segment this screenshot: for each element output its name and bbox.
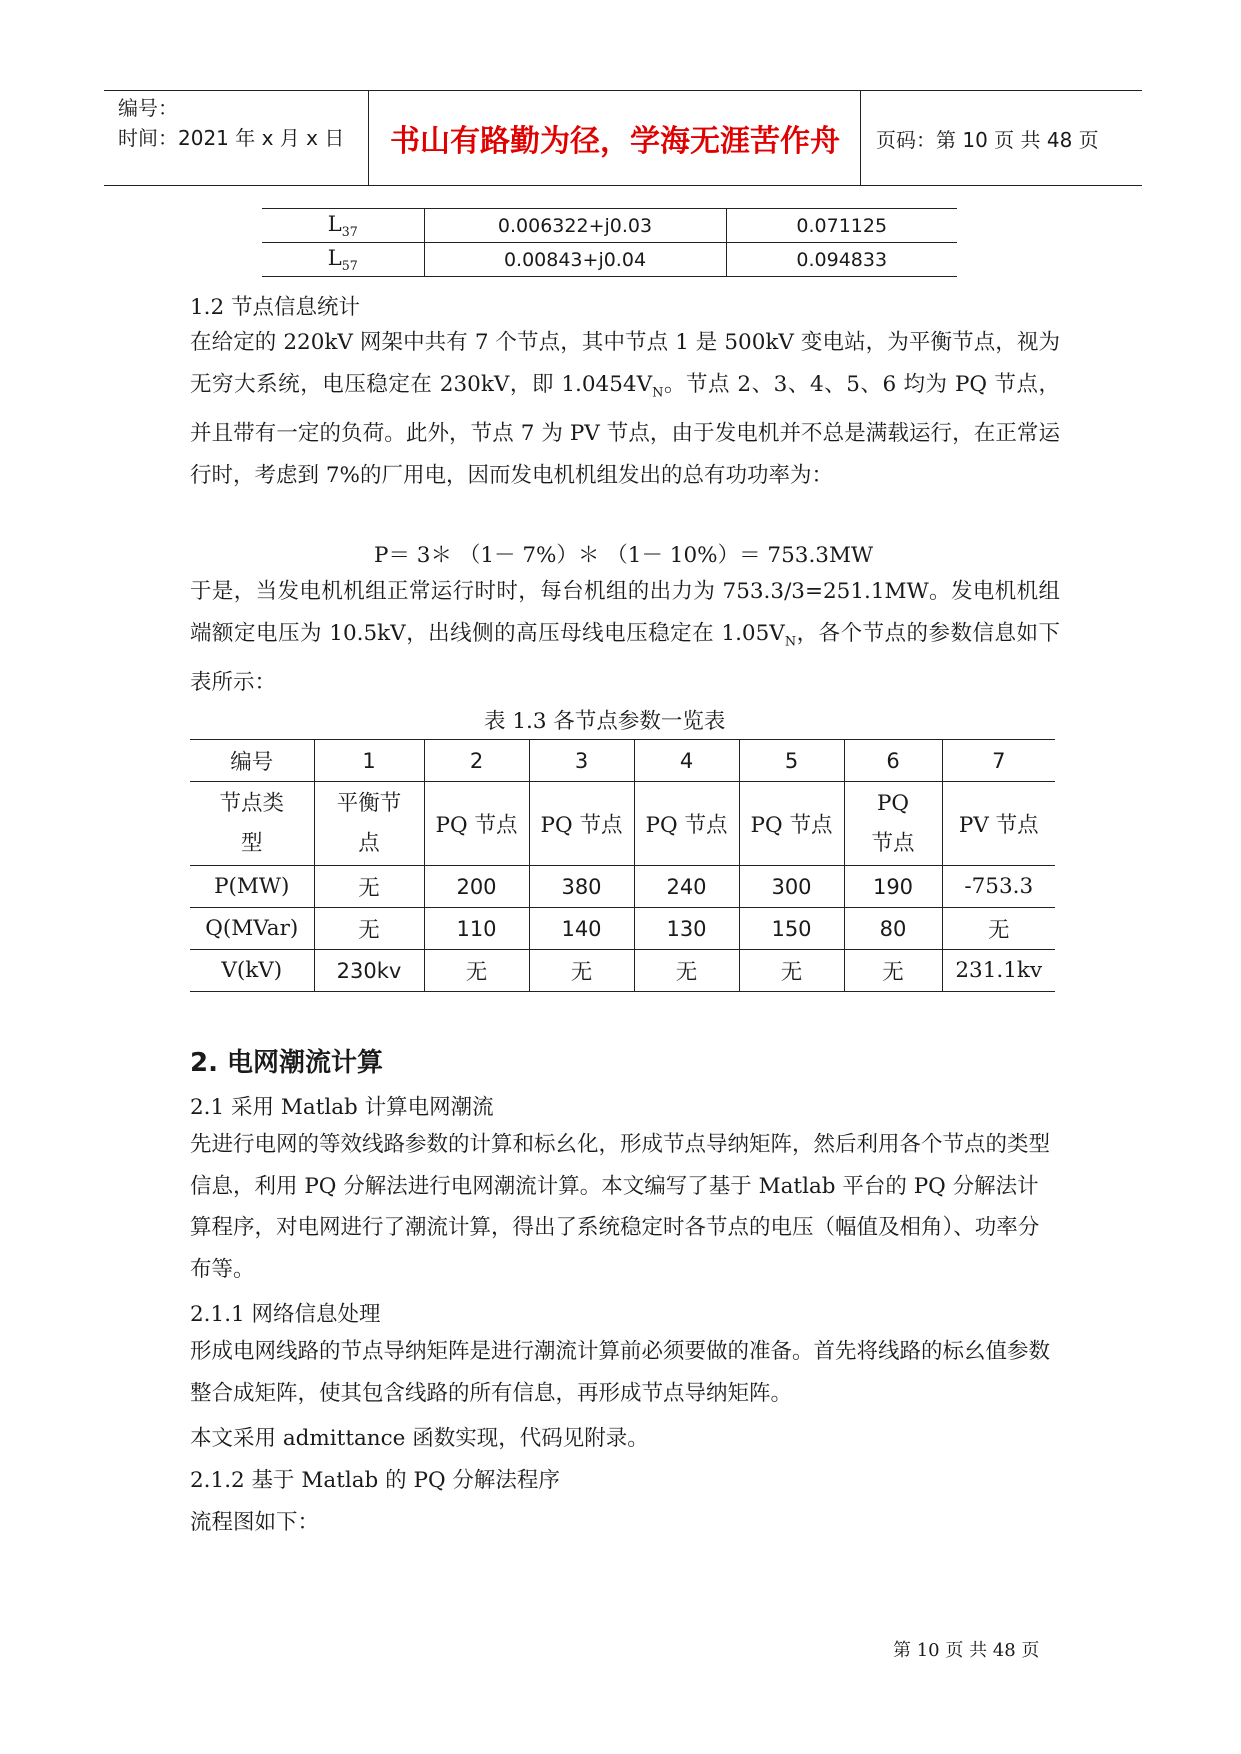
line-name-cell: $L_{37}$	[262, 209, 424, 243]
header-cell: 3	[529, 740, 634, 782]
page-footer: 第 10 页 共 48 页	[893, 1640, 1040, 1661]
table-cell: PQ 节点	[424, 782, 529, 866]
table-cell: 无	[634, 950, 739, 992]
table-row	[262, 209, 957, 243]
impedance-cell: 0.006322+j0.03	[424, 209, 726, 243]
value-cell: 0.094833	[726, 243, 957, 277]
table-row	[262, 243, 957, 277]
row-label-cell: P(MW)	[190, 866, 314, 908]
header-cell: 编号	[190, 740, 314, 782]
table-cell: PV 节点	[942, 782, 1055, 866]
section-title: 1.2 节点信息统计	[190, 295, 361, 320]
table-cell: 230kv	[314, 950, 424, 992]
paragraph: 形成电网线路的节点导纳矩阵是进行潮流计算前必须要做的准备。首先将线路的标幺值参数整合成矩阵，使其包含线路的所有信息，再形成节点导纳矩阵。	[190, 1339, 1051, 1406]
table-cell: PQ 节点	[844, 782, 942, 866]
table-cell: 无	[739, 950, 844, 992]
table-cell: 80	[844, 908, 942, 950]
table-cell: PQ 节点	[634, 782, 739, 866]
table-row	[190, 908, 1055, 950]
table-cell: PQ 节点	[529, 782, 634, 866]
paragraph: 于是，当发电机机组正常运行时时，每台机组的出力为 753.3/3=251.1MW。发电机机组端额定电压为 10.5kV，出线侧的高压母线电压稳定在 $1.05V_N$，各个节点的参数信息如下表所示：	[190, 579, 1060, 696]
section-heading: 2. 电网潮流计算	[190, 1048, 384, 1078]
table-cell: -753.3	[942, 866, 1055, 908]
table-cell: 110	[424, 908, 529, 950]
table-row	[190, 950, 1055, 992]
line-parameter-table	[262, 208, 957, 277]
table-cell: 无	[424, 950, 529, 992]
header-meta	[118, 91, 358, 185]
table-cell: 平衡节点	[314, 782, 424, 866]
row-label-cell: V(kV)	[190, 950, 314, 992]
table-cell: 150	[739, 908, 844, 950]
paragraph-line: 本文采用 admittance 函数实现，代码见附录。	[190, 1426, 649, 1451]
header-cell: 5	[739, 740, 844, 782]
table-caption: 表 1.3 各节点参数一览表	[484, 709, 726, 734]
table-cell: 无	[314, 866, 424, 908]
header-cell: 7	[942, 740, 1055, 782]
table-cell: 380	[529, 866, 634, 908]
header-motto: 书山有路勤为径，学海无涯苦作舟	[390, 124, 840, 159]
table-cell: 200	[424, 866, 529, 908]
time-label: 时间：2021 年 x 月 x 日	[118, 126, 345, 150]
header-cell: 6	[844, 740, 942, 782]
header-cell: 4	[634, 740, 739, 782]
table-cell: 231.1kv	[942, 950, 1055, 992]
table-cell: 130	[634, 908, 739, 950]
table-cell: 无	[314, 908, 424, 950]
value-cell: 0.071125	[726, 209, 957, 243]
subsection-title: 2.1.1 网络信息处理	[190, 1302, 381, 1327]
header-divider	[860, 91, 861, 185]
table-cell: 300	[739, 866, 844, 908]
header-divider	[368, 91, 369, 185]
table-cell: 无	[942, 908, 1055, 950]
header-cell: 2	[424, 740, 529, 782]
subsection-title: 2.1.2 基于 Matlab 的 PQ 分解法程序	[190, 1468, 560, 1493]
line-name-cell: $L_{57}$	[262, 243, 424, 277]
table-cell: 无	[844, 950, 942, 992]
paragraph: 在给定的 220kV 网架中共有 7 个节点，其中节点 1 是 500kV 变电站，为平衡节点，视为无穷大系统，电压稳定在 230kV，即 $1.0454V_N$。节点 2、3、4、5、6 均为 PQ 节点，并且带有一定的负荷。此外，节点 7 为 PV 节点，由于发电机并不总是满载运行，在正常运行时，考虑到 7%的厂用电，因而发电机机组发出的总有功功率为：	[190, 330, 1060, 488]
table-row	[190, 866, 1055, 908]
table-cell: PQ 节点	[739, 782, 844, 866]
table-cell: 240	[634, 866, 739, 908]
table-cell: 无	[529, 950, 634, 992]
serial-label: 编号：	[118, 96, 178, 120]
formula: P＝ 3＊ （1－ 7%）＊ （1－ 10%）＝ 753.3MW	[374, 543, 874, 568]
paragraph: 先进行电网的等效线路参数的计算和标幺化，形成节点导纳矩阵，然后利用各个节点的类型信息，利用 PQ 分解法进行电网潮流计算。本文编写了基于 Matlab 平台的 PQ 分解法计算程序，对电网进行了潮流计算，得出了系统稳定时各节点的电压（幅值及相角）、功率分布等。	[190, 1132, 1051, 1282]
subsection-title: 2.1 采用 Matlab 计算电网潮流	[190, 1095, 494, 1120]
table-cell: 190	[844, 866, 942, 908]
paragraph-line: 流程图如下：	[190, 1510, 320, 1535]
row-label-cell: Q(MVar)	[190, 908, 314, 950]
row-label-cell: 节点类型	[190, 782, 314, 866]
table-row	[190, 782, 1055, 866]
page-header	[104, 90, 1142, 186]
header-page-label: 页码：第 10 页 共 48 页	[876, 127, 1099, 152]
impedance-cell: 0.00843+j0.04	[424, 243, 726, 277]
header-cell: 1	[314, 740, 424, 782]
table-header-row	[190, 740, 1055, 782]
node-parameter-table	[190, 739, 1055, 992]
table-cell: 140	[529, 908, 634, 950]
